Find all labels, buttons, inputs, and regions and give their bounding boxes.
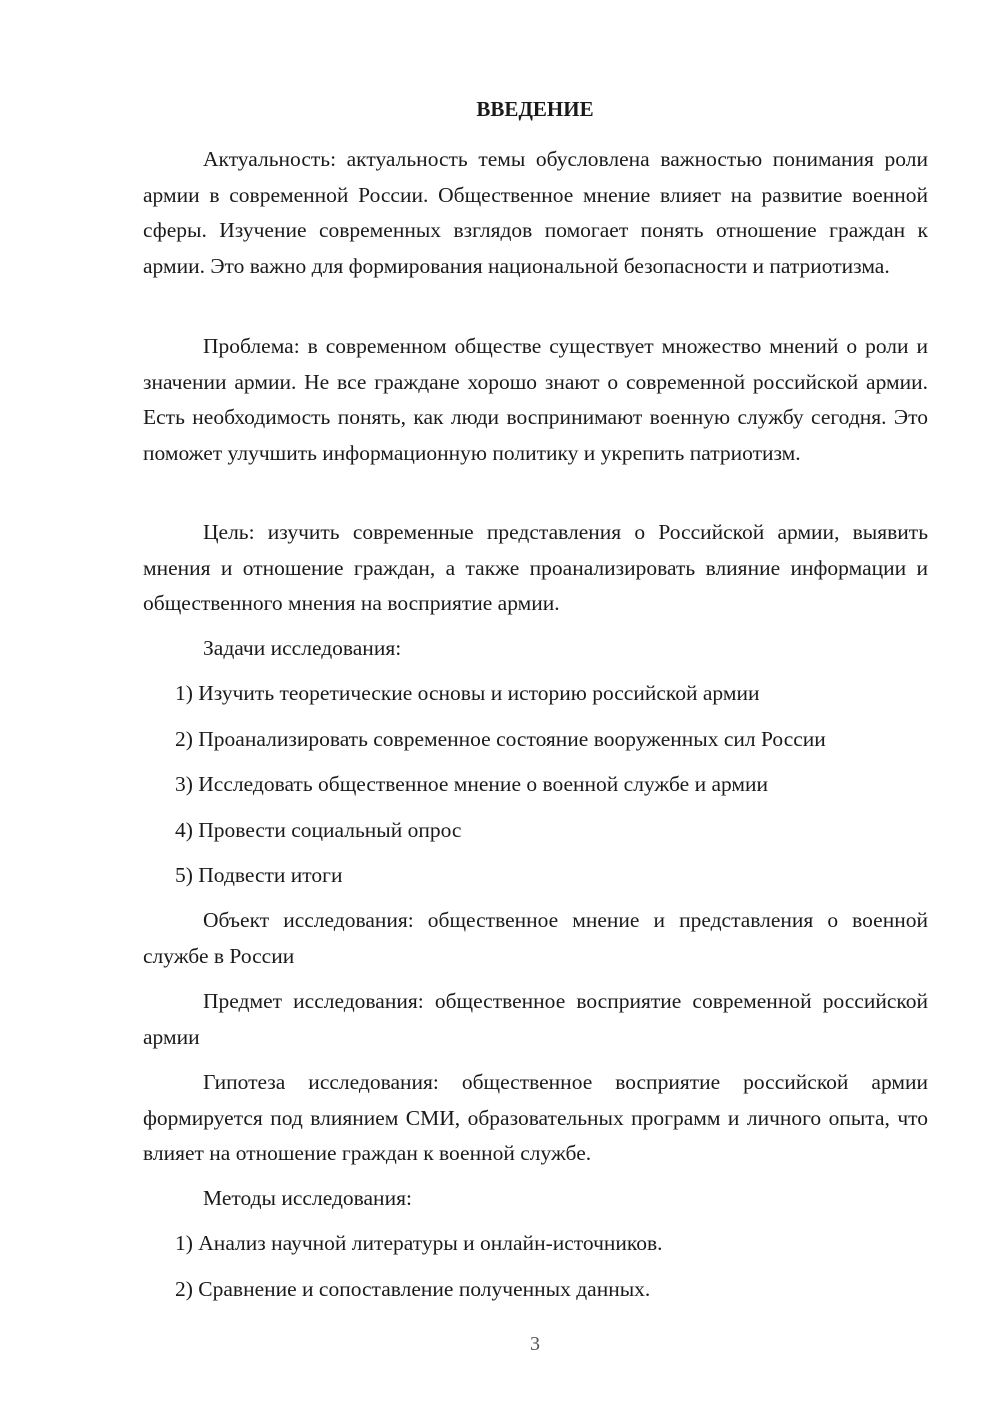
method-item-1: 1) Анализ научной литературы и онлайн-источников. bbox=[175, 1231, 663, 1255]
task-item-2: 2) Проанализировать современное состояние вооруженных сил России bbox=[175, 727, 826, 751]
task-item-5: 5) Подвести итоги bbox=[175, 863, 343, 887]
paragraph-relevance: Актуальность: актуальность темы обусловлена важностью понимания роли армии в современной России. Общественное мнение влияет на развитие военной сферы. Изучение современных взглядов помогает понять отношение граждан к армии. Это важно для формирования национальной безопасности и патриотизма. bbox=[143, 147, 928, 278]
methods-heading: Методы исследования: bbox=[203, 1186, 412, 1210]
task-item-3: 3) Исследовать общественное мнение о военной службе и армии bbox=[175, 772, 769, 796]
paragraph-problem: Проблема: в современном обществе существует множество мнений о роли и значении армии. Не все граждане хорошо знают о современной российской армии. Есть необходимость понять, как люди воспринимают военную службу сегодня. Это поможет улучшить информационную политику и укрепить патриотизм. bbox=[143, 334, 928, 465]
page-number: 3 bbox=[530, 1333, 540, 1355]
paragraph-object: Объект исследования: общественное мнение и представления о военной службе в России bbox=[143, 908, 928, 968]
tasks-heading: Задачи исследования: bbox=[203, 636, 402, 660]
task-item-1: 1) Изучить теоретические основы и историю российской армии bbox=[175, 681, 760, 705]
paragraph-hypothesis: Гипотеза исследования: общественное восприятие российской армии формируется под влиянием СМИ, образовательных программ и личного опыта, что влияет на отношение граждан к военной службе. bbox=[143, 1070, 928, 1165]
task-item-4: 4) Провести социальный опрос bbox=[175, 818, 462, 842]
page-title: ВВЕДЕНИЕ bbox=[476, 97, 594, 121]
paragraph-subject: Предмет исследования: общественное восприятие современной российской армии bbox=[143, 989, 928, 1049]
paragraph-goal: Цель: изучить современные представления о Российской армии, выявить мнения и отношение граждан, а также проанализировать влияние информации и общественного мнения на восприятие армии. bbox=[143, 520, 928, 615]
method-item-2: 2) Сравнение и сопоставление полученных данных. bbox=[175, 1277, 651, 1301]
